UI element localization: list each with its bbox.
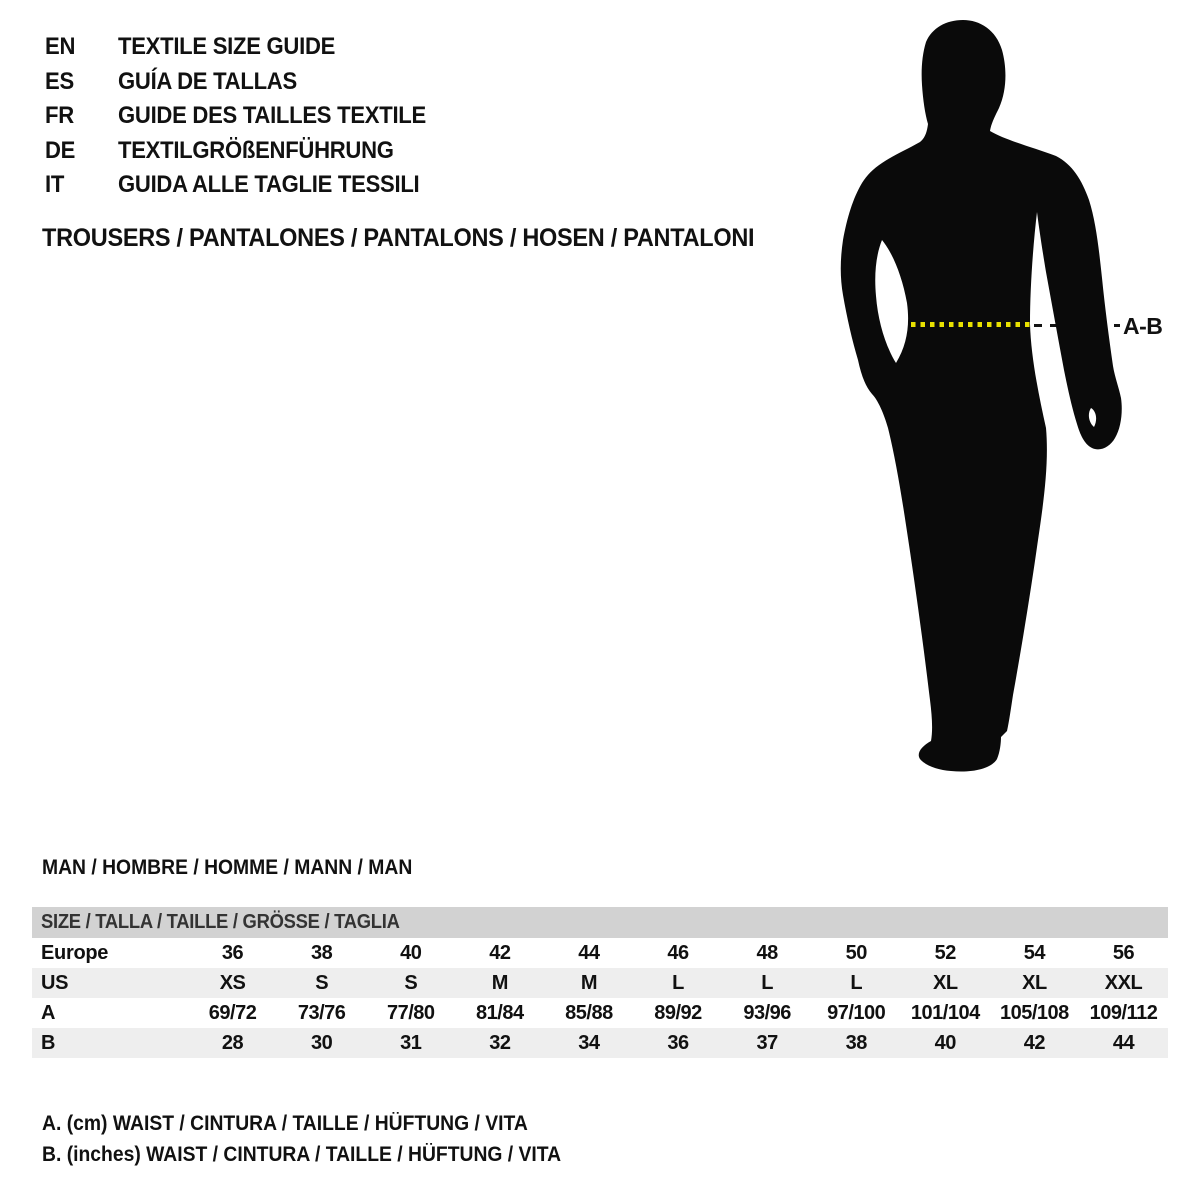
size-table-cell: 31: [400, 1032, 422, 1054]
size-table-cell: 69/72: [208, 1002, 257, 1024]
garment-heading: TROUSERS / PANTALONES / PANTALONS / HOSEN / PANTALONI: [42, 224, 755, 252]
size-table-cell: 48: [756, 942, 778, 964]
size-table-cell: S: [315, 972, 329, 994]
language-code: IT: [45, 171, 65, 198]
size-table-cell: XL: [933, 972, 958, 994]
footnote-line: B. (inches) WAIST / CINTURA / TAILLE / HÜFTUNG / VITA: [42, 1143, 562, 1166]
size-table-header: [32, 907, 1168, 938]
size-table-cell: L: [761, 972, 773, 994]
size-table-cell: 85/88: [565, 1002, 613, 1024]
language-title: TEXTILE SIZE GUIDE: [118, 33, 336, 60]
size-table-cell: 42: [1023, 1032, 1046, 1054]
size-table-cell: L: [672, 972, 684, 994]
language-code: ES: [45, 67, 74, 95]
waist-dotted-line: [911, 322, 1032, 327]
size-table-cell: 101/104: [910, 1002, 980, 1024]
size-table-row-label: US: [41, 972, 69, 994]
footnote-line: A. (cm) WAIST / CINTURA / TAILLE / HÜFTUNG / VITA: [42, 1112, 528, 1135]
size-table-cell: 81/84: [476, 1002, 524, 1024]
language-row: [45, 30, 453, 65]
size-table-cell: 38: [311, 942, 333, 964]
size-table-cell: 32: [489, 1032, 511, 1054]
size-table-cell: 40: [400, 942, 422, 964]
size-table-cell: 44: [578, 942, 600, 964]
language-code: DE: [45, 136, 76, 164]
language-title: GUIDA ALLE TAGLIE TESSILI: [118, 171, 420, 198]
size-table-row-label: Europe: [41, 942, 109, 964]
size-table-cell: S: [404, 972, 418, 994]
size-table-cell: 37: [756, 1032, 778, 1054]
language-title-list: [45, 30, 453, 203]
size-table-cell: 44: [1112, 1032, 1135, 1054]
language-title: GUIDE DES TAILLES TEXTILE: [118, 102, 426, 129]
size-table-cell: 30: [311, 1032, 333, 1054]
size-table-cell: 42: [489, 942, 511, 964]
size-table-cell: 54: [1023, 942, 1046, 964]
size-table-cell: 89/92: [654, 1002, 702, 1024]
size-table-body: [32, 938, 1168, 1058]
size-table-cell: XXL: [1104, 972, 1143, 994]
size-table-cell: 56: [1112, 942, 1135, 964]
size-table-row-label: B: [41, 1032, 56, 1054]
size-table-row: [32, 1028, 1168, 1058]
language-code: EN: [45, 33, 76, 60]
size-table-cell: M: [580, 972, 597, 994]
section-heading-man: MAN / HOMBRE / HOMME / MANN / MAN: [42, 856, 413, 879]
size-table-cell: XL: [1022, 972, 1047, 994]
size-table-cell: 105/108: [999, 1002, 1069, 1024]
size-table-row: [32, 998, 1168, 1028]
man-silhouette-path: [841, 20, 1122, 772]
language-code: FR: [45, 102, 74, 129]
size-table-header-label: SIZE / TALLA / TAILLE / GRÖSSE / TAGLIA: [41, 911, 400, 933]
language-row: [45, 99, 453, 134]
size-table-cell: L: [850, 972, 863, 994]
size-table-cell: 46: [667, 942, 689, 964]
man-silhouette: [820, 0, 1140, 780]
language-row: [45, 168, 453, 203]
size-table-cell: 28: [221, 1032, 244, 1054]
size-table-row: [32, 938, 1168, 968]
size-table-cell: 109/112: [1089, 1002, 1158, 1024]
size-table-cell: M: [491, 972, 508, 994]
size-table-cell: XS: [219, 972, 246, 994]
size-table-cell: 73/76: [297, 1002, 346, 1024]
size-table-cell: 93/96: [743, 1002, 791, 1024]
size-table-cell: 38: [845, 1032, 867, 1054]
size-table: [32, 907, 1168, 1058]
size-table-cell: 50: [845, 942, 867, 964]
size-table-cell: 97/100: [827, 1002, 886, 1024]
size-table-cell: 36: [667, 1032, 689, 1054]
footnotes: [42, 1108, 606, 1170]
size-table-cell: 40: [934, 1032, 956, 1054]
size-table-row: [32, 968, 1168, 998]
language-row: [45, 134, 453, 169]
size-table-cell: 77/80: [386, 1002, 435, 1024]
size-table-cell: 34: [578, 1032, 600, 1054]
size-table-cell: 36: [221, 942, 244, 964]
measure-ab-label: A-B: [1123, 313, 1163, 339]
size-table-cell: 52: [934, 942, 956, 964]
language-title: GUÍA DE TALLAS: [118, 67, 297, 95]
language-row: [45, 65, 453, 100]
language-title: TEXTILGRÖßENFÜHRUNG: [118, 136, 394, 164]
size-table-row-label: A: [41, 1002, 56, 1024]
